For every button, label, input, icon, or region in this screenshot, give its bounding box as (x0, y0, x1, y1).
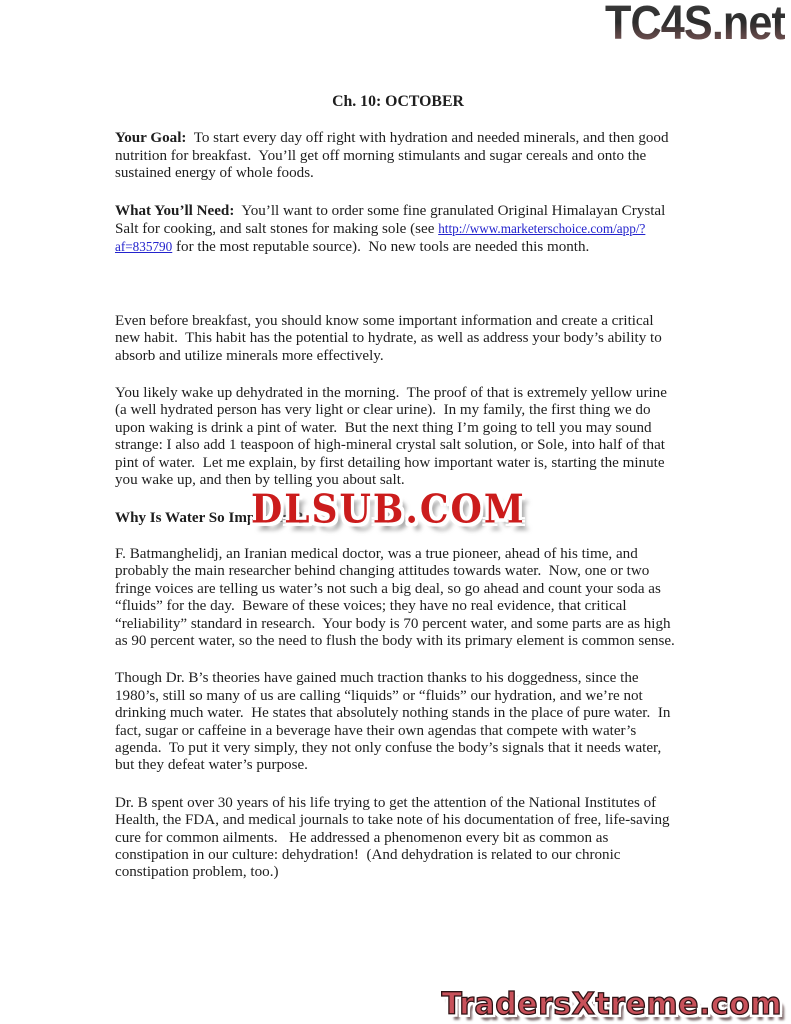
section-heading-why-water: Why Is Water So Important? (115, 509, 304, 526)
your-goal-text: To start every day off right with hydration and needed minerals, and then good nutrition for breakfast. You’ll get off morning stimulants and sugar cereals and onto the sustained energy of whole foods. (115, 130, 673, 182)
chapter-title: Ch. 10: OCTOBER (332, 93, 464, 110)
paragraph-what-youll-need (115, 203, 681, 257)
marketerschoice-link[interactable]: http://www.marketerschoice.com/app/?af=835790 (115, 221, 646, 255)
paragraph-nih: Dr. B spent over 30 years of his life trying to get the attention of the National Institutes of Health, the FDA, and medical journals to take note of his documentation of free, life-saving cure for common ailments. He addressed a phenomenon every bit as common as constipation in our culture: dehydration! (And dehydration is related to our chronic constipation problem, too.) (115, 794, 674, 881)
paragraph-traction: Though Dr. B’s theories have gained much traction thanks to his doggedness, since the 1980’s, still so many of us are calling “liquids” or “fluids” our hydration, and we’re not drinking much water. He states that absolutely nothing stands in the place of pure water. In fact, sugar or caffeine in a beverage have their own agendas that compete with water’s agenda. To put it very simply, they not only confuse the body’s signals that it needs water, but they defeat water’s purpose. (115, 670, 675, 774)
paragraph-hydration: You likely wake up dehydrated in the morning. The proof of that is extremely yellow urine (a well hydrated person has very light or clear urine). In my family, the first thing we do upon waking is drink a pint of water. But the next thing I’m going to tell you may sound strange: I also add 1 teaspoon of high-mineral crystal salt solution, or Sole, into half of that pint of water. Let me explain, by first detailing how important water is, starting the minute you wake up, and then by telling you about salt. (115, 385, 671, 489)
what-youll-need-label: What You’ll Need: (115, 202, 235, 219)
paragraph-your-goal (115, 130, 681, 182)
dlsub-stamp-watermark: DLSUB.COM (251, 487, 526, 533)
what-youll-need-text-after-link: for the most reputable source). No new tools are needed this month. (172, 239, 590, 256)
paragraph-intro: Even before breakfast, you should know some important information and create a critical new habit. This habit has the potential to hydrate, as well as address your body’s ability to absorb and utilize minerals more effectively. (115, 312, 666, 364)
what-youll-need-text-before-link: You’ll want to order some fine granulated Original Himalayan Crystal Salt for cooking, and salt stones for making sole (see (115, 202, 670, 238)
tc4s-logo-watermark: TC4S.net (605, 0, 785, 51)
paragraph-batmanghelidj: F. Batmanghelidj, an Iranian medical doctor, was a true pioneer, ahead of his time, and probably the main researcher behind changing attitudes towards water. Now, one or two fringe voices are telling us water’s not such a big deal, so go ahead and count your soda as “fluids” for the day. Beware of these voices; they have no real evidence, that critical “reliability” standard in research. Your body is 70 percent water, and some parts are as high as 90 percent water, so the need to flush the body with its primary element is common sense. (115, 545, 675, 649)
tradersxtreme-stamp-watermark: TradersXtreme.com (441, 987, 782, 1022)
your-goal-label: Your Goal: (115, 130, 187, 147)
